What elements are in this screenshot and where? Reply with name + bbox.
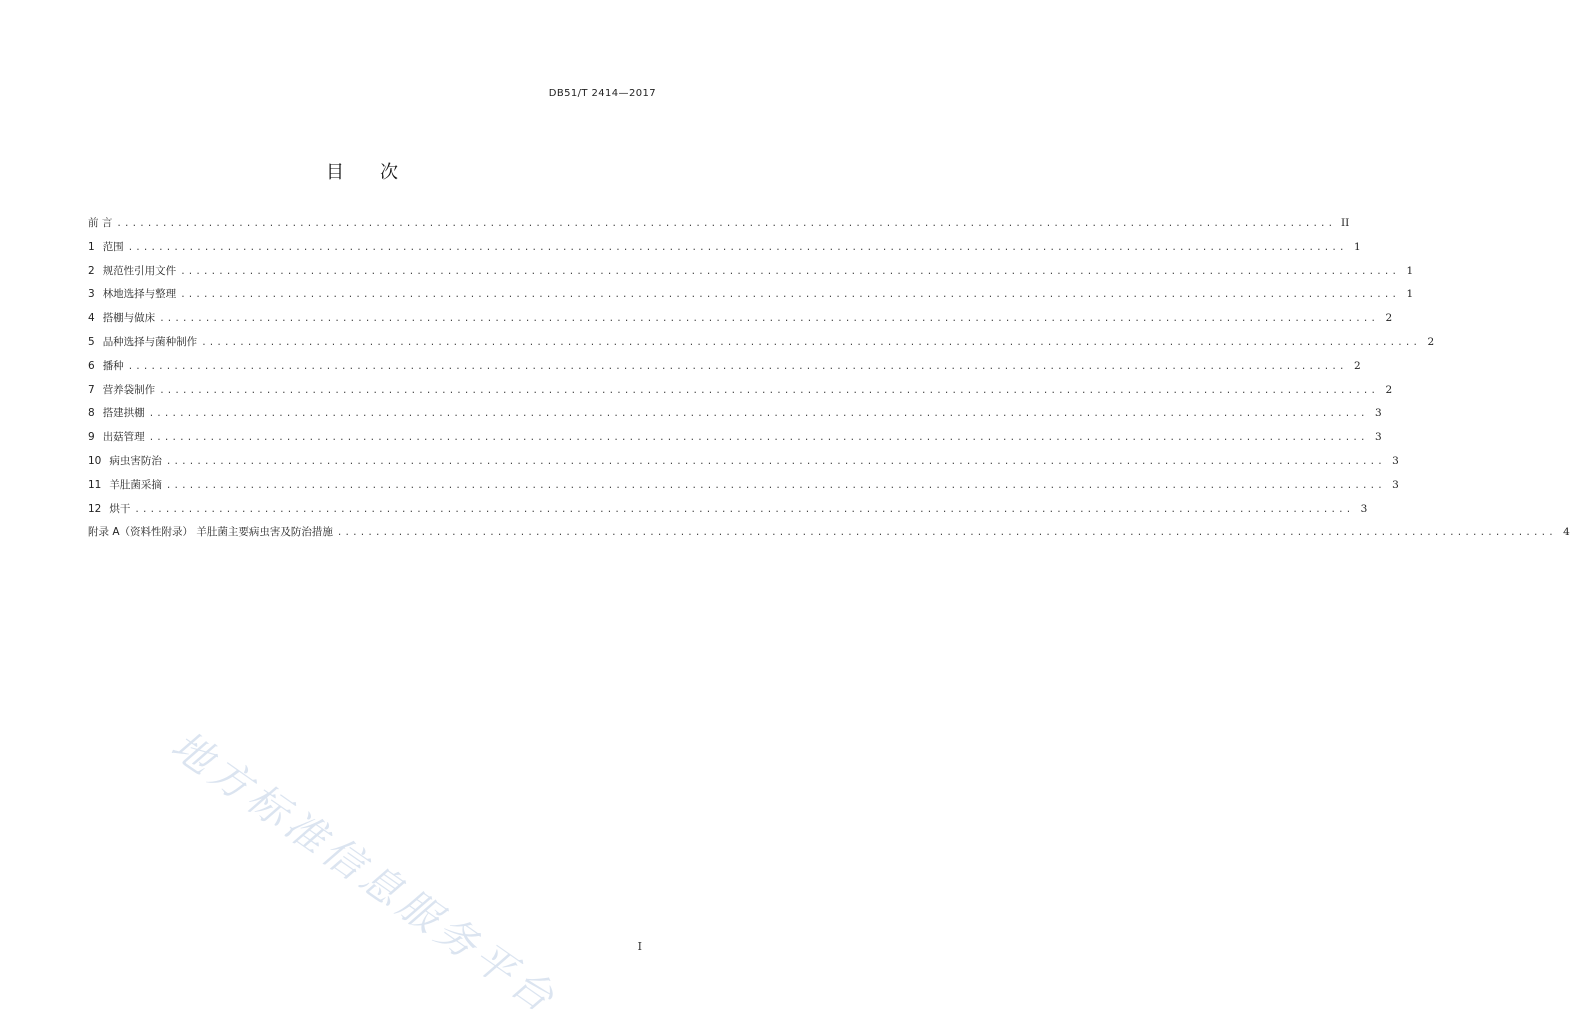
toc-entry-fruiting-management[interactable]: [88, 429, 1382, 453]
toc-entry-number: 8: [88, 407, 95, 420]
dot-leader: ................................................................................................................................................................: [148, 409, 1368, 420]
dot-leader: ................................................................................................................................................................: [201, 337, 1421, 348]
toc-entry-number: 6: [88, 359, 95, 372]
toc-heading: [0, 158, 724, 184]
toc-entry-title: 搭建拱棚: [102, 407, 145, 420]
toc-entry-page: 2: [1353, 359, 1361, 372]
toc-entry-page: 1: [1406, 288, 1414, 301]
toc-entry-title: 搭棚与做床: [102, 312, 156, 325]
toc-entry-title: 营养袋制作: [102, 383, 156, 396]
toc-entry-page: 4: [1563, 526, 1570, 539]
toc-entry-number: 3: [88, 288, 95, 301]
toc-entry-page: 3: [1374, 431, 1382, 444]
toc-list: [88, 215, 1570, 548]
toc-entry-normative-references[interactable]: [88, 263, 1414, 287]
dot-leader: ................................................................................................................................................................: [116, 219, 1336, 229]
toc-entry-number: 10: [88, 454, 102, 467]
toc-entry-page: 1: [1406, 264, 1414, 277]
toc-entry-page: 3: [1374, 407, 1382, 420]
toc-entry-shed-bed[interactable]: [88, 310, 1393, 334]
toc-entry-number: 2: [88, 264, 95, 277]
dot-leader: ................................................................................................................................................................: [165, 480, 1385, 491]
toc-entry-title: 烘干: [109, 502, 131, 515]
watermark-text: 地方标准信息服务平台: [162, 722, 566, 1025]
toc-entry-number: 12: [88, 502, 102, 515]
toc-entry-page: 2: [1427, 335, 1435, 348]
toc-entry-title: 品种选择与菌种制作: [102, 335, 198, 348]
toc-entry-number: 11: [88, 478, 102, 491]
dot-leader: ................................................................................................................................................................: [180, 266, 1400, 277]
toc-entry-drying[interactable]: [88, 501, 1368, 525]
toc-entry-forest-land[interactable]: [88, 286, 1414, 310]
toc-entry-scope[interactable]: [88, 239, 1361, 263]
toc-entry-title: 林地选择与整理: [102, 288, 177, 301]
document-code: DB51/T 2414—2017: [548, 88, 656, 99]
toc-entry-foreword[interactable]: [88, 215, 1350, 239]
toc-entry-page: 3: [1392, 478, 1399, 491]
toc-entry-page: 3: [1392, 454, 1399, 467]
dot-leader: ................................................................................................................................................................: [127, 242, 1347, 253]
toc-entry-title: 前 言: [88, 217, 113, 229]
page-number: I: [637, 940, 642, 953]
toc-entry-page: 2: [1385, 383, 1393, 396]
toc-entry-title: 附录 A（资料性附录） 羊肚菌主要病虫害及防治措施: [88, 526, 333, 539]
toc-entry-number: 7: [88, 383, 95, 396]
toc-entry-title: 播种: [102, 359, 124, 372]
toc-entry-harvest[interactable]: [88, 477, 1399, 501]
toc-entry-title: 范围: [102, 240, 124, 253]
dot-leader: ................................................................................................................................................................: [148, 433, 1368, 444]
toc-entry-arch-shed[interactable]: [88, 405, 1382, 429]
toc-entry-title: 出菇管理: [102, 431, 145, 444]
dot-leader: ................................................................................................................................................................: [159, 314, 1379, 325]
toc-entry-nutrient-bag[interactable]: [88, 382, 1393, 406]
toc-entry-appendix-a[interactable]: [88, 524, 1570, 548]
toc-entry-page: II: [1341, 217, 1350, 229]
toc-heading-part2: 次: [380, 162, 398, 183]
toc-entry-number: 4: [88, 312, 95, 325]
toc-entry-number: 9: [88, 431, 95, 444]
toc-entry-page: 2: [1385, 312, 1393, 325]
dot-leader: ................................................................................................................................................................: [127, 361, 1347, 372]
toc-heading-part1: 目: [326, 162, 344, 183]
dot-leader: ................................................................................................................................................................: [159, 385, 1379, 396]
dot-leader: ................................................................................................................................................................: [336, 528, 1556, 539]
toc-entry-title: 规范性引用文件: [102, 264, 177, 277]
toc-entry-title: 羊肚菌采摘: [109, 478, 162, 491]
toc-entry-number: 1: [88, 240, 95, 253]
toc-entry-variety-spawn[interactable]: [88, 334, 1435, 358]
toc-entry-page: 3: [1360, 502, 1368, 515]
toc-entry-pest-control[interactable]: [88, 453, 1399, 477]
dot-leader: ................................................................................................................................................................: [165, 456, 1385, 467]
toc-entry-page: 1: [1353, 240, 1361, 253]
toc-entry-sowing[interactable]: [88, 358, 1361, 382]
toc-entry-number: 5: [88, 335, 95, 348]
dot-leader: ................................................................................................................................................................: [180, 290, 1400, 301]
toc-entry-title: 病虫害防治: [109, 454, 162, 467]
dot-leader: ................................................................................................................................................................: [134, 504, 1354, 515]
